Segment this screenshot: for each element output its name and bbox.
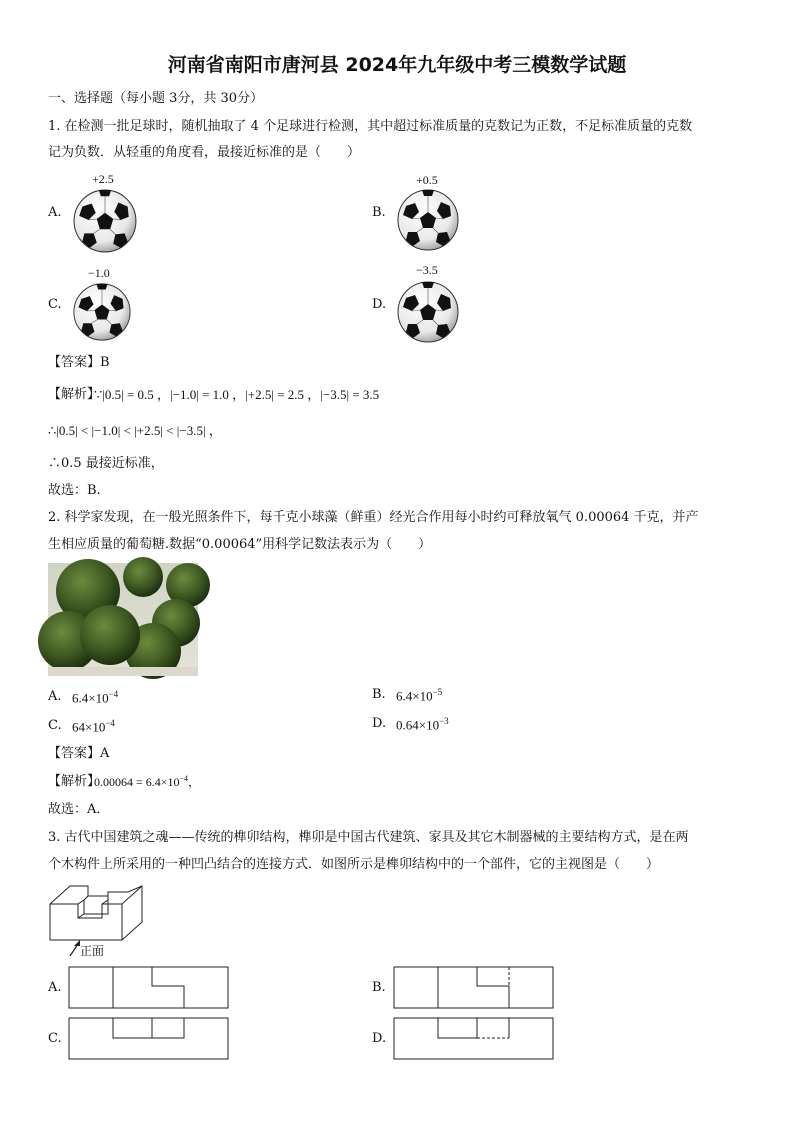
q3-option-d-letter: D.: [372, 1031, 387, 1046]
q1-option-c-value: −1.0: [88, 266, 110, 280]
q2-option-c-letter: C.: [48, 718, 62, 733]
q2-option-c-value: $64\times 10^{-4}$: [72, 718, 115, 735]
q2-answer: 【答案】A: [48, 746, 110, 761]
section-heading: 一、选择题（每小题 3分，共 30分）: [48, 91, 264, 106]
q2-analysis-expression: $0.00064 = 6.4\times 10^{-4}$，: [94, 774, 201, 789]
q2-option-d-value: $0.64\times 10^{-3}$: [396, 716, 449, 733]
q3-option-b-figure: [393, 966, 555, 1010]
page-title: 河南省南阳市唐河县 2024年九年级中考三模数学试题: [167, 54, 627, 76]
q3-option-a-letter: A.: [48, 980, 62, 995]
soccer-ball-b: [396, 188, 460, 252]
soccer-ball-d: [396, 280, 460, 344]
q1-answer: 【答案】B: [48, 355, 110, 370]
q1-analysis-line2: ∴|0.5| < |−1.0| < |+2.5| < |−3.5| ，: [48, 423, 222, 438]
algae-balls-photo: [48, 563, 198, 676]
q2-option-b-value: $6.4\times 10^{-5}$: [396, 687, 443, 704]
q3-option-d-figure: [393, 1017, 555, 1061]
q2-text-line2: 生相应质量的葡萄糖.数据“0.00064”用科学记数法表示为（ ）: [48, 537, 432, 552]
q2-option-a-letter: A.: [48, 689, 62, 704]
q1-conclusion: 故选：B.: [48, 483, 101, 498]
q3-text-line2: 个木构件上所采用的一种凹凸结合的连接方式．如图所示是榫卯结构中的一个部件，它的主视图是（ ）: [48, 857, 660, 872]
q3-option-a-figure: [68, 966, 230, 1010]
q1-option-c-letter: C.: [48, 297, 62, 312]
q1-analysis-line1: ∵|0.5| = 0.5 ，|−1.0| = 1.0 ，|+2.5| = 2.5 ，|−3.5| = 3.5: [94, 387, 380, 402]
q1-text-line1: 1. 在检测一批足球时，随机抽取了 4 个足球进行检测，其中超过标准质量的克数记为正数，不足标准质量的克数: [48, 119, 693, 134]
q1-text-line2: 记为负数．从轻重的角度看，最接近标准的是（ ）: [48, 145, 361, 160]
q1-option-d-value: −3.5: [416, 263, 438, 277]
q2-text-line1: 2. 科学家发现，在一般光照条件下，每千克小球藻（鲜重）经光合作用每小时约可释放氧气 0.00064 千克，并产: [48, 510, 699, 525]
q2-option-b-letter: B.: [372, 687, 386, 702]
front-view-label: 正面: [80, 944, 105, 958]
soccer-ball-c: [72, 282, 132, 342]
q1-analysis-label: 【解析】: [48, 387, 101, 402]
q1-option-b-letter: B.: [372, 205, 386, 220]
q2-conclusion: 故选：A．: [48, 802, 110, 817]
q1-option-a-letter: A.: [48, 205, 62, 220]
soccer-ball-a: [72, 188, 138, 254]
q1-option-d-letter: D.: [372, 297, 387, 312]
q3-option-c-letter: C.: [48, 1031, 62, 1046]
q3-option-c-figure: [68, 1017, 230, 1061]
q3-option-b-letter: B.: [372, 980, 386, 995]
q1-analysis-line3: ∴0.5 最接近标准，: [48, 456, 164, 471]
q2-option-d-letter: D.: [372, 716, 387, 731]
q1-option-b-value: +0.5: [416, 173, 438, 187]
q3-text-line1: 3. 古代中国建筑之魂——传统的榫卯结构，榫卯是中国古代建筑、家具及其它木制器械的主要结构方式，是在两: [48, 830, 689, 845]
q2-option-a-value: $6.4\times 10^{-4}$: [72, 689, 119, 706]
q2-analysis-label: 【解析】: [48, 774, 101, 789]
q1-option-a-value: +2.5: [92, 172, 114, 186]
